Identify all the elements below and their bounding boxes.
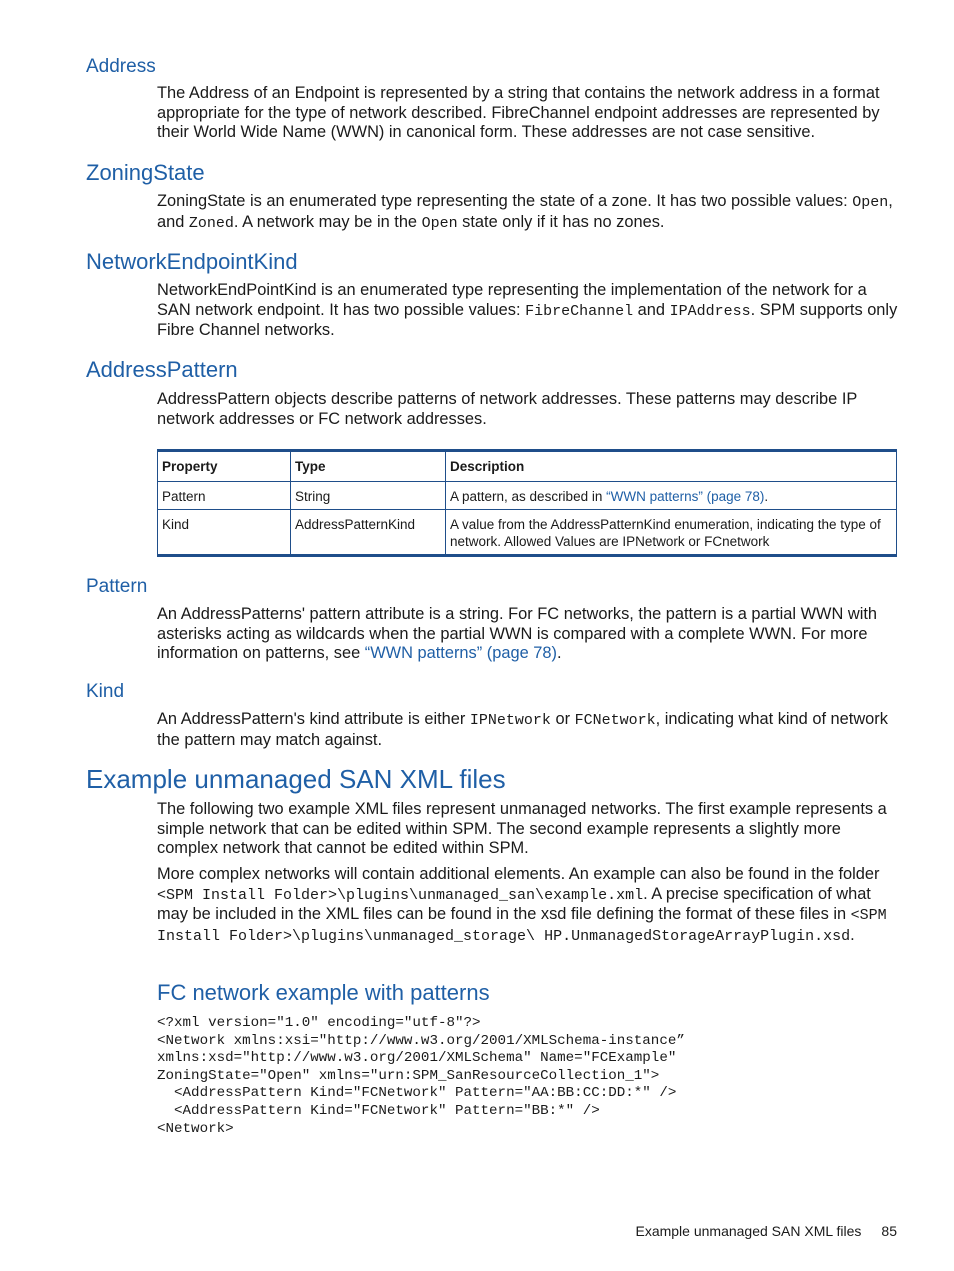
col-header-property: Property bbox=[158, 451, 291, 482]
networkendpointkind-heading: NetworkEndpointKind bbox=[86, 249, 298, 274]
table-row bbox=[158, 482, 897, 510]
cell-property: Kind bbox=[158, 510, 291, 556]
xml-code-block: <?xml version="1.0" encoding="utf-8"?> <Network xmlns:xsi="http://www.w3.org/2001/XMLSchema-instance” xmlns:xsd="http://www.w3.org/2001/XMLSchema" Name="FCExample" ZoningState="Open" xmlns="urn:SPM_SanResourceCollection_1"> <AddressPattern Kind="FCNetwork" Pattern="AA:BB:CC:DD:*" /> <AddressPattern Kind="FCNetwork" Pattern="BB:*" /> <Network> bbox=[157, 1015, 685, 1137]
example-details-text: More complex networks will contain additional elements. An example can also be found in the folder <SPM Install Folder>\plugins\unmanaged_san\example.xml. A precise specification of what may be included in the XML files can be found in the xsd file defining the format of these files in <SPM Install Folder>\plugins\unmanaged_storage\ HP.UnmanagedStorageArrayPlugin.xsd. bbox=[157, 865, 887, 945]
kind-heading: Kind bbox=[86, 681, 125, 702]
col-header-description: Description bbox=[446, 451, 897, 482]
wwn-patterns-link[interactable]: “WWN patterns” (page 78) bbox=[606, 489, 765, 504]
table-row bbox=[158, 510, 897, 556]
zoningstate-text: ZoningState is an enumerated type representing the state of a zone. It has two possible values: Open, and Zoned. A network may be in the Open state only if it has no zones. bbox=[157, 192, 893, 232]
networkendpointkind-text: NetworkEndPointKind is an enumerated type representing the implementation of the network for a SAN network endpoint. It has two possible values: FibreChannel and IPAddress. SPM supports only Fibre Channel networks. bbox=[157, 281, 898, 340]
cell-description: A pattern, as described in “WWN patterns” (page 78). bbox=[446, 482, 897, 510]
fc-example-heading: FC network example with patterns bbox=[157, 980, 490, 1005]
cell-type: AddressPatternKind bbox=[291, 510, 446, 556]
pattern-text: An AddressPatterns' pattern attribute is a string. For FC networks, the pattern is a partial WWN with asterisks acting as wildcards when the partial WWN is compared with a complete WWN. For more information on patterns, see “WWN patterns” (page 78). bbox=[157, 605, 878, 663]
page-number: 85 bbox=[881, 1223, 897, 1239]
zoningstate-heading: ZoningState bbox=[86, 160, 205, 185]
kind-text: An AddressPattern's kind attribute is either IPNetwork or FCNetwork, indicating what kind of network the pattern may match against. bbox=[157, 710, 888, 749]
col-header-type: Type bbox=[291, 451, 446, 482]
cell-property: Pattern bbox=[158, 482, 291, 510]
addresspattern-text: AddressPattern objects describe patterns of network addresses. These patterns may describe IP network addresses or FC network addresses. bbox=[157, 390, 858, 428]
page-footer bbox=[635, 1223, 897, 1239]
cell-type: String bbox=[291, 482, 446, 510]
example-intro-text: The following two example XML files represent unmanaged networks. The first example represents a simple network that can be edited within SPM. The second example represents a slightly more complex network that cannot be edited within SPM. bbox=[157, 800, 887, 858]
address-heading: Address bbox=[86, 56, 156, 77]
table-header-row bbox=[158, 451, 897, 482]
example-section-heading: Example unmanaged SAN XML files bbox=[86, 764, 506, 794]
wwn-patterns-link[interactable]: “WWN patterns” (page 78) bbox=[364, 644, 557, 663]
footer-title: Example unmanaged SAN XML files bbox=[635, 1223, 862, 1239]
pattern-heading: Pattern bbox=[86, 576, 148, 597]
address-text: The Address of an Endpoint is represented by a string that contains the network address in a format appropriate for the type of network described. FibreChannel endpoint addresses are represented by their World Wide Name (WWN) in canonical form. These addresses are not case sensitive. bbox=[157, 84, 880, 142]
cell-description: A value from the AddressPatternKind enumeration, indicating the type of network. Allowed Values are IPNetwork or FCnetwork bbox=[446, 510, 897, 556]
addresspattern-table bbox=[157, 449, 897, 557]
addresspattern-heading: AddressPattern bbox=[86, 357, 238, 382]
